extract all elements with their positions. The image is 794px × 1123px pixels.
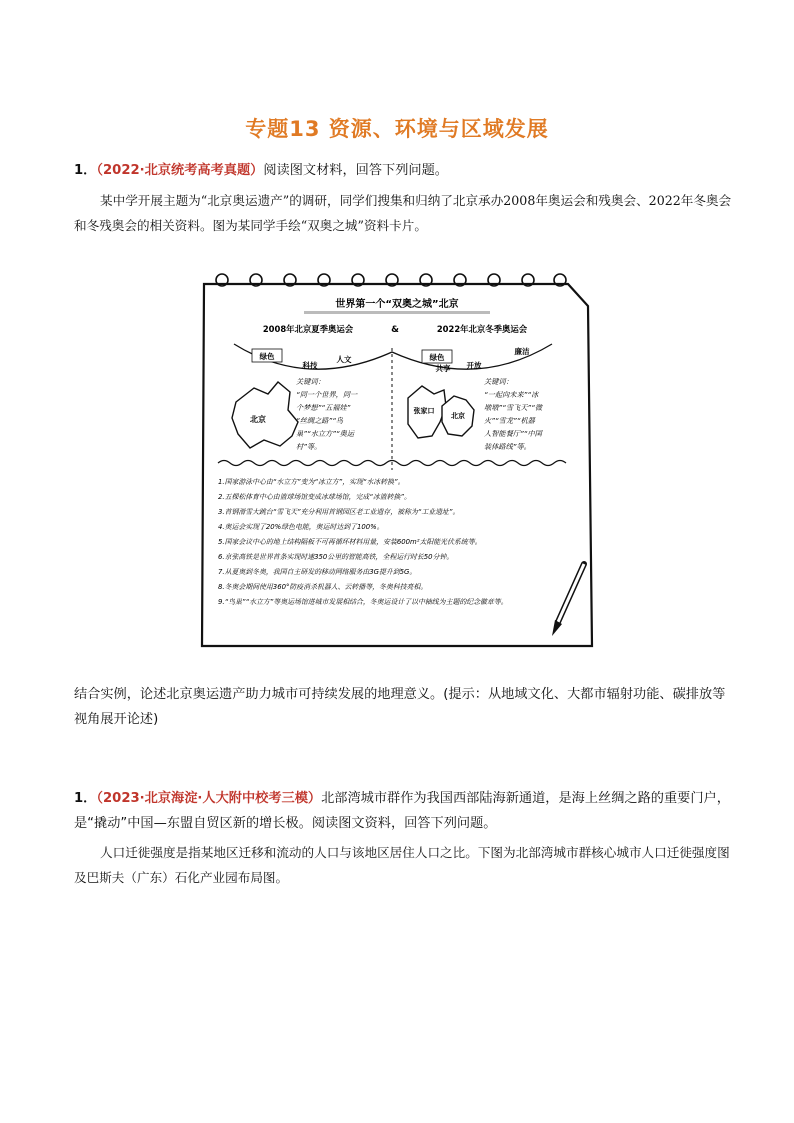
list-item: 6.京张高铁是世界首条实现时速350公里的智能高铁，全程运行时长50分钟。	[218, 553, 454, 561]
keyword-line: 墩墩”“雪飞天”“微	[484, 403, 543, 412]
list-item: 4.奥运会实现了20%绿色电能，奥运时达到了100%。	[218, 523, 384, 531]
right-map-label-2: 北京	[451, 412, 465, 420]
right-title: 2022年北京冬季奥运会	[436, 324, 528, 334]
keyword-line: 巢”“水立方”“奥运	[296, 429, 355, 438]
card-illustration	[196, 270, 598, 650]
keyword-line: 装体路线”等。	[484, 442, 531, 451]
right-tag-3: 开放	[466, 361, 482, 370]
keyword-line: 关键词：	[296, 377, 325, 386]
list-item: 7.从夏奥到冬奥，我国自主研发的移动网络服务由3G提升到5G。	[218, 568, 417, 576]
right-tag-2: 共享	[435, 364, 451, 373]
keyword-line: “一起向未来”“冰	[484, 390, 539, 399]
heading-underline	[304, 311, 490, 314]
keyword-line: 村”等。	[296, 442, 322, 451]
right-tag-1: 绿色	[429, 353, 445, 362]
card-heading: 世界第一个“双奥之城”北京	[335, 299, 459, 310]
list-item: 3.首钢滑雪大跳台“雪飞天”充分利用首钢园区老工业遗存，被称为“工业遗址”。	[218, 508, 460, 516]
list-item: 2.五棵松体育中心由篮球场馆变成冰球场馆，完成“冰篮转换”。	[218, 493, 411, 501]
question-text: 北部湾城市群作为我国西部陆海新通道，是海上丝绸之路的重要门户，是“撬动”中国—东盟自贸区新的增长极。阅读图文资料，回答下列问题。	[74, 791, 730, 831]
left-title: 2008年北京夏季奥运会	[262, 324, 354, 334]
data-card-figure	[196, 270, 598, 650]
keyword-line: 火”“雪龙”“机器	[484, 416, 535, 425]
question-2-intro: 人口迁徙强度是指某地区迁移和流动的人口与该地区居住人口之比。下图为北部湾城市群核心城市人口迁徙强度图及巴斯夫（广东）石化产业园布局图。	[74, 845, 730, 885]
keyword-line: “丝绸之路”“鸟	[296, 416, 344, 425]
amp-symbol: &	[391, 325, 399, 335]
list-item: 9.“鸟巢”“水立方”等奥运场馆进城市发展相结合，冬奥运设计了以中轴线为主题的纪念徽章等。	[218, 598, 508, 606]
right-tag-4: 廉洁	[514, 347, 530, 356]
left-tag-1: 绿色	[259, 352, 275, 361]
question-1-stem	[74, 158, 734, 183]
question-number: 1．	[74, 791, 97, 806]
question-source: （2022·北京统考高考真题）	[96, 163, 264, 178]
question-source: （2023·北京海淀·人大附中校考三模）	[96, 791, 322, 806]
keyword-line: 关键词：	[484, 377, 513, 386]
page-title: 专题13 资源、环境与区域发展	[245, 117, 549, 141]
right-map-label-1: 张家口	[413, 407, 435, 415]
keyword-line: “同一个世界，同一	[296, 390, 358, 399]
question-2-stem	[74, 786, 734, 836]
keyword-line: 人智能餐厅”“中国	[484, 429, 542, 438]
list-item: 5.国家会议中心的地上结构隔板不可再循环材料用量，安装600m²太阳能光伏系统等。	[218, 538, 482, 546]
list-item: 8.冬奥会期间使用360°防疫消杀机器人、云转播等，冬奥科技亮相。	[218, 583, 428, 591]
list-item: 1.国家游泳中心由“水立方”变为“冰立方”，实现“水冰转换”。	[218, 478, 405, 486]
left-map-label: 北京	[250, 415, 266, 424]
question-number: 1．	[74, 163, 97, 178]
question-1-prompt: 结合实例，论述北京奥运遗产助力城市可持续发展的地理意义。(提示：从地域文化、大都市辐射功能、碳排放等视角展开论述)	[74, 687, 726, 727]
question-text: 阅读图文材料，回答下列问题。	[263, 163, 448, 178]
left-tag-3: 人文	[336, 355, 352, 364]
keyword-line: 个梦想”“五福娃”	[296, 403, 351, 412]
left-tag-2: 科技	[302, 361, 318, 370]
question-1-intro: 某中学开展主题为“北京奥运遗产”的调研，同学们搜集和归纳了北京承办2008年奥运会和残奥会、2022年冬奥会和冬残奥会的相关资料。图为某同学手绘“双奥之城”资料卡片。	[74, 193, 732, 233]
